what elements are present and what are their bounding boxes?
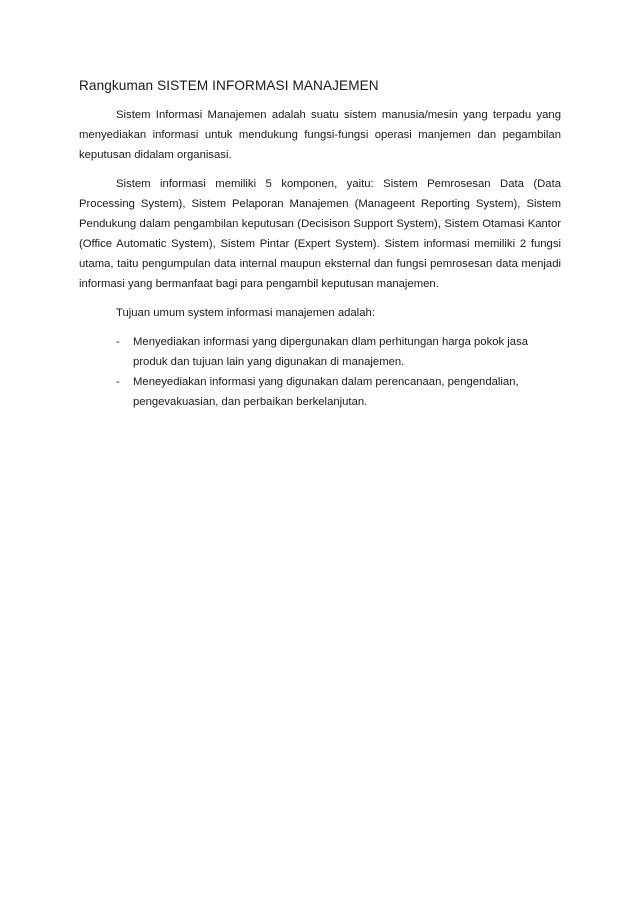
document-body (79, 76, 561, 412)
bullet-dash: - (116, 376, 120, 388)
list-item (116, 332, 561, 372)
bullet-dash: - (116, 336, 120, 348)
list-item (116, 372, 561, 412)
list-item-text: Meneyediakan informasi yang digunakan dalam perencanaan, pengendalian, pengevakuasian, dan perbaikan berkelanjutan. (133, 376, 519, 408)
document-title: Rangkuman SISTEM INFORMASI MANAJEMEN (79, 78, 379, 93)
list-item-text: Menyediakan informasi yang dipergunakan dlam perhitungan harga pokok jasa produk dan tujuan lain yang digunakan di manajemen. (133, 336, 529, 368)
paragraph-definition: Sistem Informasi Manajemen adalah suatu sistem manusia/mesin yang terpadu yang menyediakan informasi untuk mendukung fungsi-fungsi operasi manjemen dan pegambilan keputusan didalam organisasi. (79, 109, 561, 161)
paragraph-components: Sistem informasi memiliki 5 komponen, yaitu: Sistem Pemrosesan Data (Data Processing System), Sistem Pelaporan Manajemen (Manageent Reporting System), Sistem Pendukung dalam pengambilan keputusan (Decisison Support System), Sistem Otamasi Kantor (Office Automatic System), Sistem Pintar (Expert System). Sistem informasi memiliki 2 fungsi utama, taitu pengumpulan data internal maupun eksternal dan fungsi pemrosesan data menjadi informasi yang bermanfaat bagi para pengambil keputusan manajemen. (79, 178, 561, 290)
goals-list (79, 332, 561, 412)
paragraph-goals-intro: Tujuan umum system informasi manajemen adalah: (116, 307, 375, 319)
